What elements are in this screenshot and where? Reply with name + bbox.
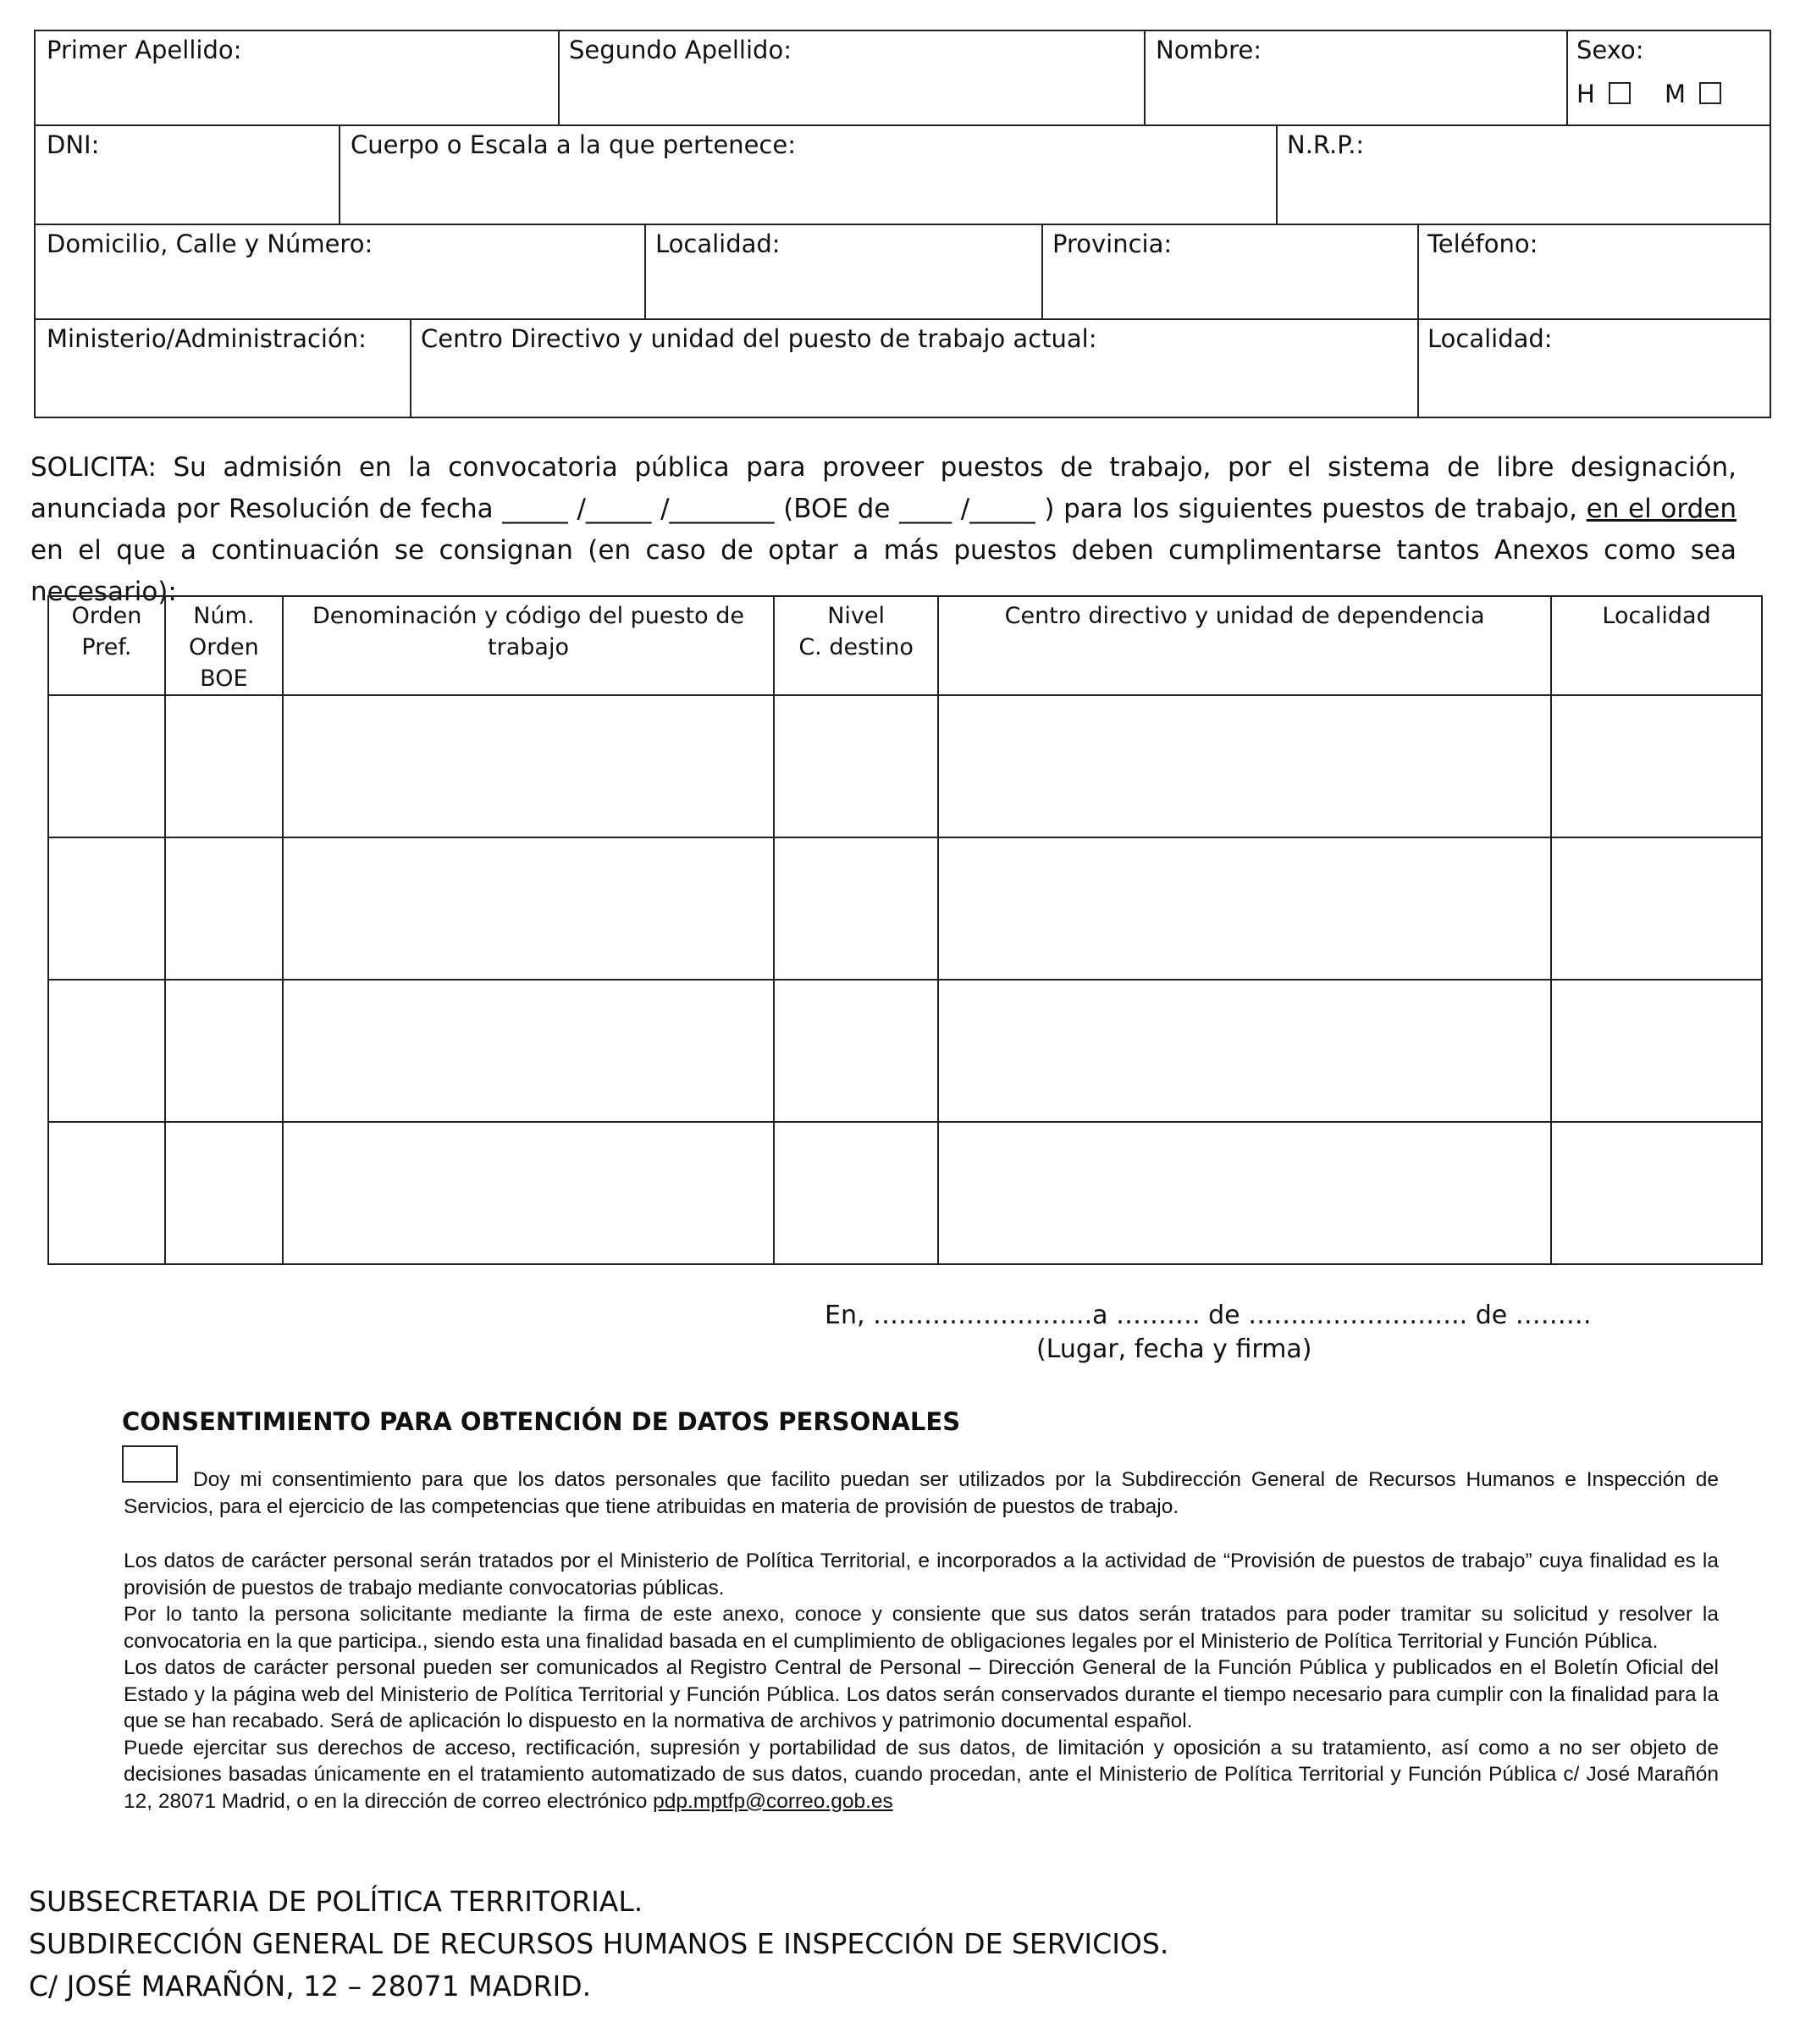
- label-sexo-h: H: [1576, 80, 1595, 108]
- table-row: [48, 837, 1762, 980]
- label-nombre: Nombre:: [1156, 36, 1262, 64]
- label-centro-directivo: Centro Directivo y unidad del puesto de trabajo actual:: [421, 324, 1097, 353]
- table-header-row: [48, 596, 1762, 695]
- table-cell[interactable]: [165, 837, 283, 980]
- signature-date-line: En, ……………………..a ………. de …………………….. de ………: [825, 1301, 1592, 1330]
- table-cell[interactable]: [165, 980, 283, 1122]
- table-cell[interactable]: [283, 1122, 774, 1264]
- header-orden-pref: Orden Pref.: [48, 596, 165, 695]
- table-cell[interactable]: [938, 695, 1551, 837]
- header-nivel: Nivel C. destino: [774, 596, 938, 695]
- label-sexo: Sexo:: [1576, 36, 1644, 64]
- privacy-notice: [124, 1548, 1719, 1815]
- label-localidad-puesto: Localidad:: [1427, 324, 1553, 353]
- label-cuerpo: Cuerpo o Escala a la que pertenece:: [351, 130, 796, 159]
- label-provincia: Provincia:: [1052, 229, 1173, 258]
- table-cell[interactable]: [283, 837, 774, 980]
- table-cell[interactable]: [48, 695, 165, 837]
- consent-text: [124, 1467, 1719, 1520]
- table-row: [48, 695, 1762, 837]
- privacy-rights-text: Puede ejercitar sus derechos de acceso, rectificación, supresión y portabilidad de sus datos, de limitación y oposición a su tratamiento, así como a no ser objeto de decisiones basadas únicamente en el tratamiento automatizado de sus datos, cuando procedan, ante el Ministerio de Política Territorial y Función Pública c/ José Marañón 12, 28071 Madrid, o en la dirección de correo electrónico: [124, 1736, 1719, 1813]
- footer-line-1: SUBSECRETARIA DE POLÍTICA TERRITORIAL.: [29, 1885, 643, 1918]
- table-cell[interactable]: [1551, 1122, 1762, 1264]
- table-cell[interactable]: [774, 695, 938, 837]
- label-telefono: Teléfono:: [1427, 229, 1538, 258]
- header-centro-directivo: Centro directivo y unidad de dependencia: [938, 596, 1551, 695]
- privacy-email-link[interactable]: pdp.mptfp@correo.gob.es: [653, 1789, 893, 1813]
- label-localidad: Localidad:: [655, 229, 781, 258]
- table-cell[interactable]: [938, 837, 1551, 980]
- privacy-paragraph-4: [124, 1735, 1719, 1815]
- sexo-m-option[interactable]: [1665, 80, 1721, 108]
- table-cell[interactable]: [48, 980, 165, 1122]
- table-row: [48, 1122, 1762, 1264]
- table-row: [48, 980, 1762, 1122]
- table-cell[interactable]: [48, 837, 165, 980]
- label-domicilio: Domicilio, Calle y Número:: [47, 229, 373, 258]
- label-segundo-apellido: Segundo Apellido:: [569, 36, 792, 64]
- table-cell[interactable]: [774, 1122, 938, 1264]
- footer-line-2: SUBDIRECCIÓN GENERAL DE RECURSOS HUMANOS E INSPECCIÓN DE SERVICIOS.: [29, 1927, 1169, 1960]
- table-cell[interactable]: [283, 695, 774, 837]
- table-cell[interactable]: [1551, 980, 1762, 1122]
- table-cell[interactable]: [283, 980, 774, 1122]
- sexo-h-option[interactable]: [1576, 80, 1631, 108]
- consent-checkbox-text: Doy mi consentimiento para que los datos personales que facilito puedan ser utilizados por la Subdirección General de Recursos Humanos e Inspección de Servicios, para el ejercicio de las competencias que tiene atribuidas en materia de provisión de puestos de trabajo.: [124, 1468, 1719, 1518]
- table-cell[interactable]: [774, 980, 938, 1122]
- label-ministerio: Ministerio/Administración:: [47, 324, 367, 353]
- header-num-orden-boe: Núm. Orden BOE: [165, 596, 283, 695]
- table-cell[interactable]: [1551, 837, 1762, 980]
- footer-line-3: C/ JOSÉ MARAÑÓN, 12 – 28071 MADRID.: [29, 1969, 592, 2003]
- table-cell[interactable]: [774, 837, 938, 980]
- table-cell[interactable]: [48, 1122, 165, 1264]
- table-cell[interactable]: [938, 1122, 1551, 1264]
- table-cell[interactable]: [165, 1122, 283, 1264]
- privacy-paragraph-1: Los datos de carácter personal serán tratados por el Ministerio de Política Territorial, e incorporados a la actividad de “Provisión de puestos de trabajo” cuya finalidad es la provisión de puestos de trabajo mediante convocatorias públicas.: [124, 1550, 1719, 1599]
- checkbox-h[interactable]: [1609, 82, 1631, 104]
- label-dni: DNI:: [47, 130, 100, 159]
- table-cell[interactable]: [165, 695, 283, 837]
- table-cell[interactable]: [1551, 695, 1762, 837]
- privacy-paragraph-3: Los datos de carácter personal pueden ser comunicados al Registro Central de Personal – Dirección General de la Función Pública y publicados en el Boletín Oficial del Estado y la página web del Ministerio de Política Territorial y Función Pública. Los datos serán conservados durante el tiempo necesario para cumplir con la finalidad para la que se han recabado. Será de aplicación lo dispuesto en la normativa de archivos y patrimonio documental español.: [124, 1656, 1719, 1732]
- positions-table: [47, 595, 1763, 1265]
- header-localidad: Localidad: [1551, 596, 1762, 695]
- solicita-text-2: en el que a continuación se consignan (en caso de optar a más puestos deben cumplimentarse tantos Anexos como sea necesario):: [30, 535, 1737, 607]
- header-denominacion: Denominación y código del puesto de trabajo: [283, 596, 774, 695]
- signature-caption: (Lugar, fecha y firma): [1036, 1334, 1312, 1364]
- solicita-underlined: en el orden: [1586, 494, 1737, 524]
- label-primer-apellido: Primer Apellido:: [47, 36, 242, 64]
- label-nrp: N.R.P.:: [1287, 130, 1365, 159]
- solicita-text-1: SOLICITA: Su admisión en la convocatoria pública para proveer puestos de trabajo, por el sistema de libre designación, anunciada por Resolución de fecha _____ /_____ /________ (BOE de ____ /_____ ) para los siguientes puestos de trabajo,: [30, 452, 1737, 524]
- consent-title: CONSENTIMIENTO PARA OBTENCIÓN DE DATOS PERSONALES: [122, 1407, 961, 1436]
- table-cell[interactable]: [938, 980, 1551, 1122]
- solicita-paragraph: [30, 447, 1737, 613]
- privacy-paragraph-2: Por lo tanto la persona solicitante mediante la firma de este anexo, conoce y consiente que sus datos serán tratados para poder tramitar su solicitud y resolver la convocatoria en la que participa., siendo esta una finalidad basada en el cumplimiento de obligaciones legales por el Ministerio de Política Territorial y Función Pública.: [124, 1603, 1719, 1653]
- label-sexo-m: M: [1665, 80, 1687, 108]
- checkbox-m[interactable]: [1699, 82, 1721, 104]
